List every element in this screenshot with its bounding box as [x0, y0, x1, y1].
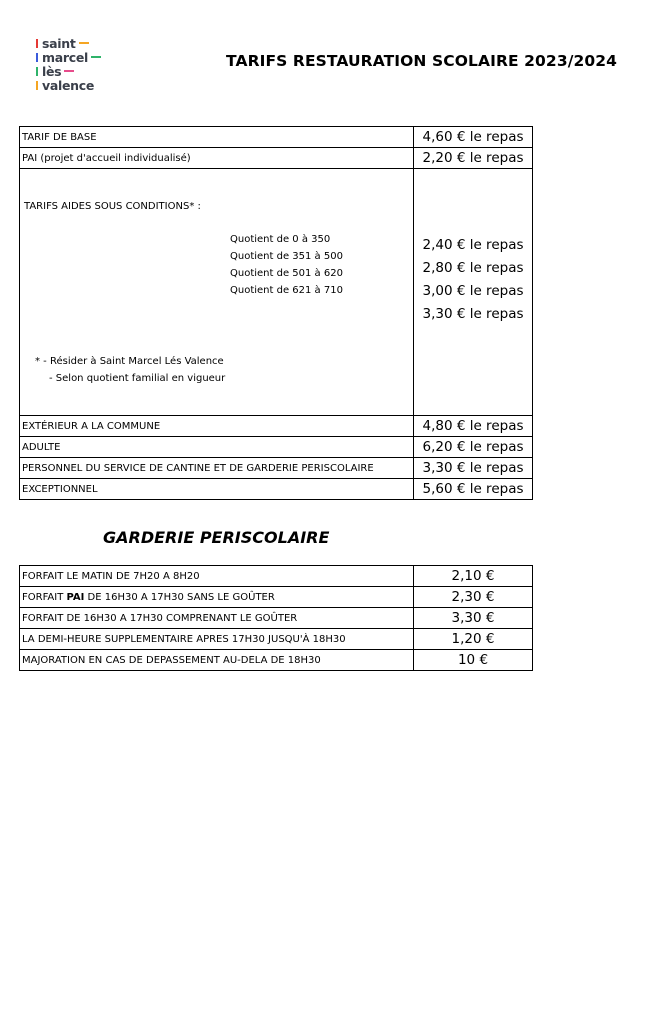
table-row	[20, 629, 533, 650]
logo-text-line: lès	[42, 63, 62, 79]
table-row	[20, 479, 533, 500]
logo-text-line: saint	[42, 35, 76, 51]
table-row	[20, 608, 533, 629]
quotient-label: Quotient de 621 à 710	[230, 285, 343, 296]
row-price: 3,30 €	[414, 608, 533, 629]
condition-note: * - Résider à Saint Marcel Lés Valence	[35, 356, 224, 367]
row-price: 3,30 € le repas	[414, 458, 533, 479]
aides-row	[20, 169, 533, 416]
row-label: PERSONNEL DU SERVICE DE CANTINE ET DE GARDERIE PERISCOLAIRE	[20, 458, 414, 479]
logo-text-line: marcel	[42, 49, 88, 65]
quotient-price: 3,30 € le repas	[422, 306, 524, 322]
table-row	[20, 148, 533, 169]
logo-dash	[64, 70, 74, 72]
row-label: ADULTE	[20, 437, 414, 458]
saint-marcel-logo	[36, 36, 126, 92]
row-price: 10 €	[414, 650, 533, 671]
row-price: 4,80 € le repas	[414, 416, 533, 437]
row-label: EXCEPTIONNEL	[20, 479, 414, 500]
table-row	[20, 127, 533, 148]
condition-note: - Selon quotient familial en vigueur	[49, 373, 226, 384]
table-row	[20, 566, 533, 587]
row-price: 1,20 €	[414, 629, 533, 650]
row-price: 2,30 €	[414, 587, 533, 608]
aides-cell	[20, 169, 414, 416]
logo-bar	[36, 81, 38, 90]
row-price: 2,10 €	[414, 566, 533, 587]
row-label: TARIF DE BASE	[20, 127, 414, 148]
row-label: FORFAIT DE 16H30 A 17H30 COMPRENANT LE GOÛTER	[20, 608, 414, 629]
quotient-label: Quotient de 351 à 500	[230, 251, 343, 262]
logo-bar	[36, 53, 38, 62]
table-row	[20, 587, 533, 608]
label-part: FORFAIT	[22, 591, 67, 603]
logo-bar	[36, 39, 38, 48]
row-price: 2,20 € le repas	[414, 148, 533, 169]
row-price: 5,60 € le repas	[414, 479, 533, 500]
row-label: LA DEMI-HEURE SUPPLEMENTAIRE APRES 17H30 JUSQU'À 18H30	[20, 629, 414, 650]
row-price: 6,20 € le repas	[414, 437, 533, 458]
row-price: 4,60 € le repas	[414, 127, 533, 148]
row-label	[20, 587, 414, 608]
table-row	[20, 458, 533, 479]
table-row	[20, 437, 533, 458]
aides-prices-cell	[414, 169, 533, 416]
logo-text-line: valence	[42, 77, 95, 93]
logo-bar	[36, 67, 38, 76]
row-label: MAJORATION EN CAS DE DEPASSEMENT AU-DELA DE 18H30	[20, 650, 414, 671]
quotient-label: Quotient de 501 à 620	[230, 268, 343, 279]
table-row	[20, 416, 533, 437]
logo-dash	[79, 42, 89, 44]
quotient-price: 2,40 € le repas	[422, 237, 524, 253]
quotient-price: 2,80 € le repas	[422, 260, 524, 276]
quotient-label: Quotient de 0 à 350	[230, 234, 331, 245]
garderie-title: GARDERIE PERISCOLAIRE	[103, 528, 330, 547]
logo-dash	[91, 56, 101, 58]
label-bold-part: PAI	[66, 591, 85, 603]
garderie-table	[19, 565, 533, 671]
table-row	[20, 650, 533, 671]
restauration-table	[19, 126, 533, 500]
page-title: TARIFS RESTAURATION SCOLAIRE 2023/2024	[226, 52, 618, 70]
aides-title: TARIFS AIDES SOUS CONDITIONS* :	[24, 201, 201, 212]
row-label: PAI (projet d'accueil individualisé)	[20, 148, 414, 169]
row-label: EXTÉRIEUR A LA COMMUNE	[20, 416, 414, 437]
quotient-price: 3,00 € le repas	[422, 283, 524, 299]
row-label: FORFAIT LE MATIN DE 7H20 A 8H20	[20, 566, 414, 587]
label-part: DE 16H30 A 17H30 SANS LE GOÛTER	[84, 591, 275, 603]
